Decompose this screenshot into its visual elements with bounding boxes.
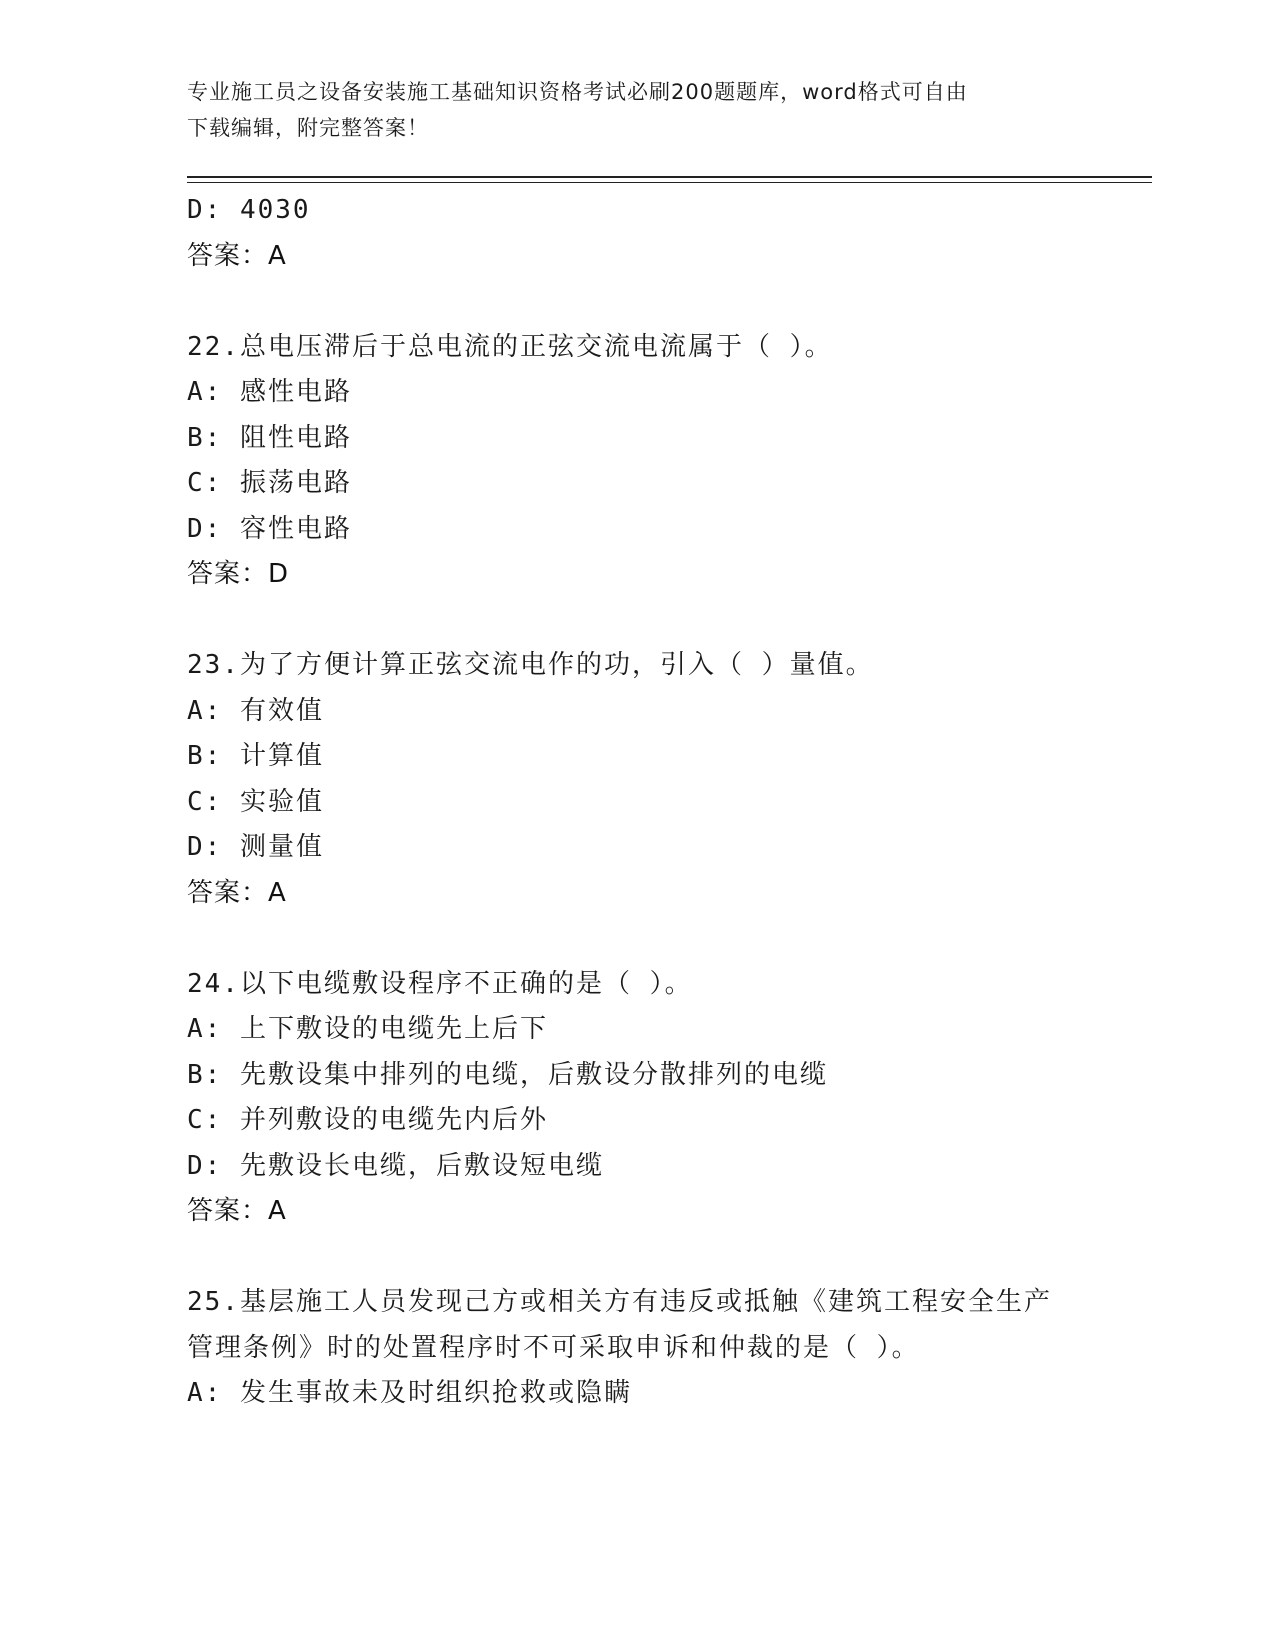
- header-divider-thick: [187, 176, 1152, 178]
- option-d: D: 测量值: [187, 832, 324, 862]
- option-b: B: 先敷设集中排列的电缆，后敷设分散排列的电缆: [187, 1059, 828, 1090]
- header-divider-thin: [187, 182, 1152, 183]
- question-answer: 答案：A: [187, 877, 287, 908]
- spacer: [187, 916, 1117, 962]
- option-c: C: 振荡电路: [187, 468, 352, 498]
- option-a: A: 发生事故未及时组织抢救或隐瞒: [187, 1378, 632, 1408]
- question-answer: 答案：D: [187, 559, 290, 589]
- header-title-line-1: 专业施工员之设备安装施工基础知识资格考试必刷200题题库，word格式可自由: [187, 80, 968, 104]
- option-c: C: 并列敷设的电缆先内后外: [187, 1105, 548, 1135]
- question-stem: 23.为了方便计算正弦交流电作的功，引入（ ）量值。: [187, 650, 874, 680]
- option-b: B: 计算值: [187, 741, 324, 771]
- question-stem-line-2: 管理条例》时的处置程序时不可采取申诉和仲裁的是（ ）。: [187, 1332, 920, 1363]
- question-22: [187, 325, 1117, 598]
- question-answer: 答案：A: [187, 1196, 287, 1226]
- document-header: [187, 74, 1067, 146]
- spacer: [187, 1235, 1117, 1281]
- spacer: [187, 279, 1117, 325]
- question-stem-line-1: 25.基层施工人员发现己方或相关方有违反或抵触《建筑工程安全生产: [187, 1287, 1052, 1317]
- prev-question-option-d: D: 4030: [187, 195, 311, 225]
- option-b: B: 阻性电路: [187, 422, 352, 453]
- option-a: A: 感性电路: [187, 377, 352, 407]
- question-stem: 22.总电压滞后于总电流的正弦交流电流属于（ ）。: [187, 331, 833, 362]
- option-d: D: 先敷设长电缆，后敷设短电缆: [187, 1150, 604, 1181]
- option-d: D: 容性电路: [187, 513, 352, 544]
- question-25: [187, 1280, 1117, 1417]
- option-a: A: 有效值: [187, 695, 324, 726]
- question-stem: 24.以下电缆敷设程序不正确的是（ ）。: [187, 968, 693, 999]
- prev-question-answer: 答案：A: [187, 240, 287, 271]
- option-c: C: 实验值: [187, 786, 324, 817]
- header-title-line-2: 下载编辑，附完整答案！: [187, 116, 429, 140]
- spacer: [187, 598, 1117, 644]
- question-23: [187, 643, 1117, 916]
- option-a: A: 上下敷设的电缆先上后下: [187, 1014, 548, 1044]
- question-list: [187, 188, 1117, 1417]
- question-24: [187, 962, 1117, 1235]
